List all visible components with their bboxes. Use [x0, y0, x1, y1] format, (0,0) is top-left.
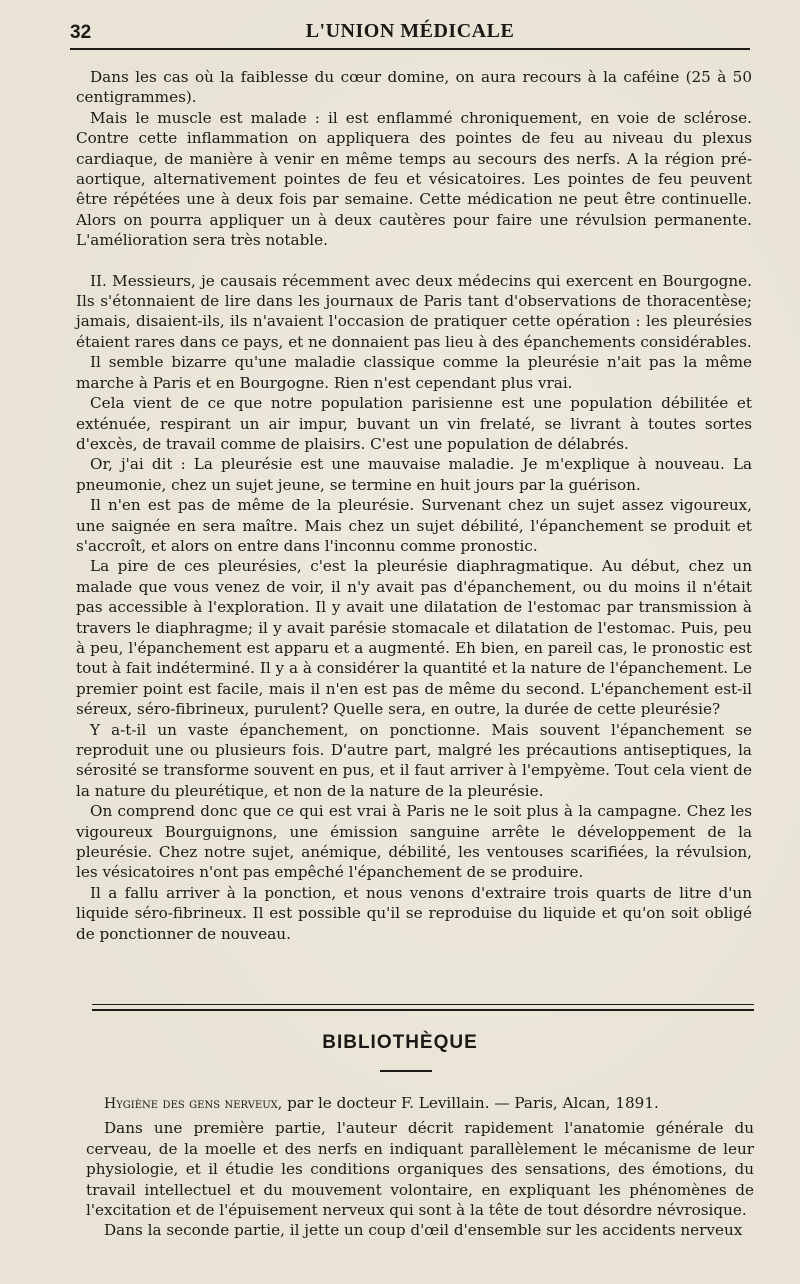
paragraph: Il a fallu arriver à la ponction, et nous venons d'extraire trois quarts de litre d'un liquide séro-fibrineux. Il est possible qu'il se reproduise du liquide et qu'on soit obligé de ponctionner de nouveau. [76, 883, 752, 943]
bibliography-title: BIBLIOTHÈQUE [322, 1032, 478, 1053]
article-body [76, 67, 752, 944]
paragraph: Il n'en est pas de même de la pleurésie. Survenant chez un sujet assez vigoureux, une saignée en sera maître. Mais chez un sujet débilité, l'épanchement se produit et s'accroît, et alors on entre dans l'inconnu comme pronostic. [76, 496, 752, 555]
paragraph: La pire de ces pleurésies, c'est la pleurésie diaphragmatique. Au début, chez un malade que vous venez de voir, il n'y avait pas d'épanchement, ou du moins il n'était pas accessible à l'exploration. Il y avait une dilatation de l'estomac par transmission à travers le diaphragme; il y avait parésie stomacale et dilatation de l'estomac. Puis, peu à peu, l'épanchement est apparu et a augmenté. Eh bien, en pareil cas, le pronostic est tout à fait indéterminé. Il y a à considérer la quantité et la nature de l'épanchement. Le premier point est facile, mais il n'en est pas de même du second. L'épanchement est-il séreux, séro-fibrineux, purulent? Quelle sera, en outre, la durée de cette pleurésie? [76, 557, 752, 719]
journal-title: L'UNION MÉDICALE [305, 20, 515, 42]
paragraph: Y a-t-il un vaste épanchement, on ponctionne. Mais souvent l'épanchement se reproduit une ou plusieurs fois. D'autre part, malgré les précautions antiseptiques, la sérosité se transforme souvent en pus, et il faut arriver à l'empyème. Tout cela vient de la nature du pleurétique, et non de la nature de la pleurésie. [76, 720, 752, 800]
reference-title: Hygiène des gens nerveux, [104, 1096, 283, 1112]
paragraph: Dans les cas où la faiblesse du cœur domine, on aura recours à la caféine (25 à 50 centigrammes). [76, 68, 752, 107]
section-divider-top [92, 1004, 754, 1005]
paragraph: Dans la seconde partie, il jette un coup d'œil d'ensemble sur les accidents nerveux [104, 1221, 743, 1240]
bibliography-section [86, 1093, 754, 1241]
paragraph: On comprend donc que ce qui est vrai à Paris ne le soit plus à la campagne. Chez les vigoureux Bourguignons, une émission sanguine arrête le développement de la pleurésie. Chez notre sujet, anémique, débilité, les ventouses scarifiées, la révulsion, les vésicatoires n'ont pas empêché l'épanchement de se produire. [76, 802, 752, 882]
paragraph: Dans une première partie, l'auteur décrit rapidement l'anatomie générale du cerveau, de la moelle et des nerfs en indiquant parallèlement le mécanisme de leur physiologie, et il étudie les conditions organiques des sensations, des émotions, du travail intellectuel et du mouvement volontaire, en expliquant les phénomènes de l'excitation et de l'épuisement nerveux qui sont à la tête de tout désordre névrosique. [86, 1119, 754, 1220]
page-number: 32 [70, 22, 92, 43]
paragraph: Cela vient de ce que notre population parisienne est une population débilitée et exténuée, respirant un air impur, buvant un vin frelaté, se livrant à toutes sortes d'excès, de travail comme de plaisirs. C'est une population de délabrés. [76, 394, 752, 453]
paragraph: Mais le muscle est malade : il est enflammé chroniquement, en voie de sclérose. Contre cette inflammation on appliquera des pointes de feu au niveau du plexus cardiaque, de manière à venir en même temps au secours des nerfs. A la région pré-aortique, alternativement pointes de feu et vésicatoires. Les pointes de feu peuvent être répétées une à deux fois par semaine. Cette médication ne peut être continuelle. Alors on pourra appliquer un à deux cautères pour faire une révulsion permanente. L'amélioration sera très notable. [76, 108, 752, 250]
paragraph: Or, j'ai dit : La pleurésie est une mauvaise maladie. Je m'explique à nouveau. La pneumonie, chez un sujet jeune, se termine en huit jours par la guérison. [76, 455, 752, 494]
paragraph: Il semble bizarre qu'une maladie classique comme la pleurésie n'ait pas la même marche à Paris et en Bourgogne. Rien n'est cependant plus vrai. [76, 353, 752, 392]
bibliography-reference [86, 1093, 754, 1114]
section-divider-bottom [92, 1009, 754, 1011]
paragraph: II. Messieurs, je causais récemment avec deux médecins qui exercent en Bourgogne. Ils s'étonnaient de lire dans les journaux de Paris tant d'observations de thoracentèse; jamais, disaient-ils, ils n'avaient l'occasion de pratiquer cette opération : les pleurésies étaient rares dans ce pays, et ne donnaient pas lieu à des épanchements considérables. [76, 271, 752, 351]
title-underline [380, 1070, 432, 1072]
page-header [70, 18, 750, 48]
header-rule [70, 48, 750, 50]
reference-details: par le docteur F. Levillain. — Paris, Alcan, 1891. [287, 1094, 659, 1112]
